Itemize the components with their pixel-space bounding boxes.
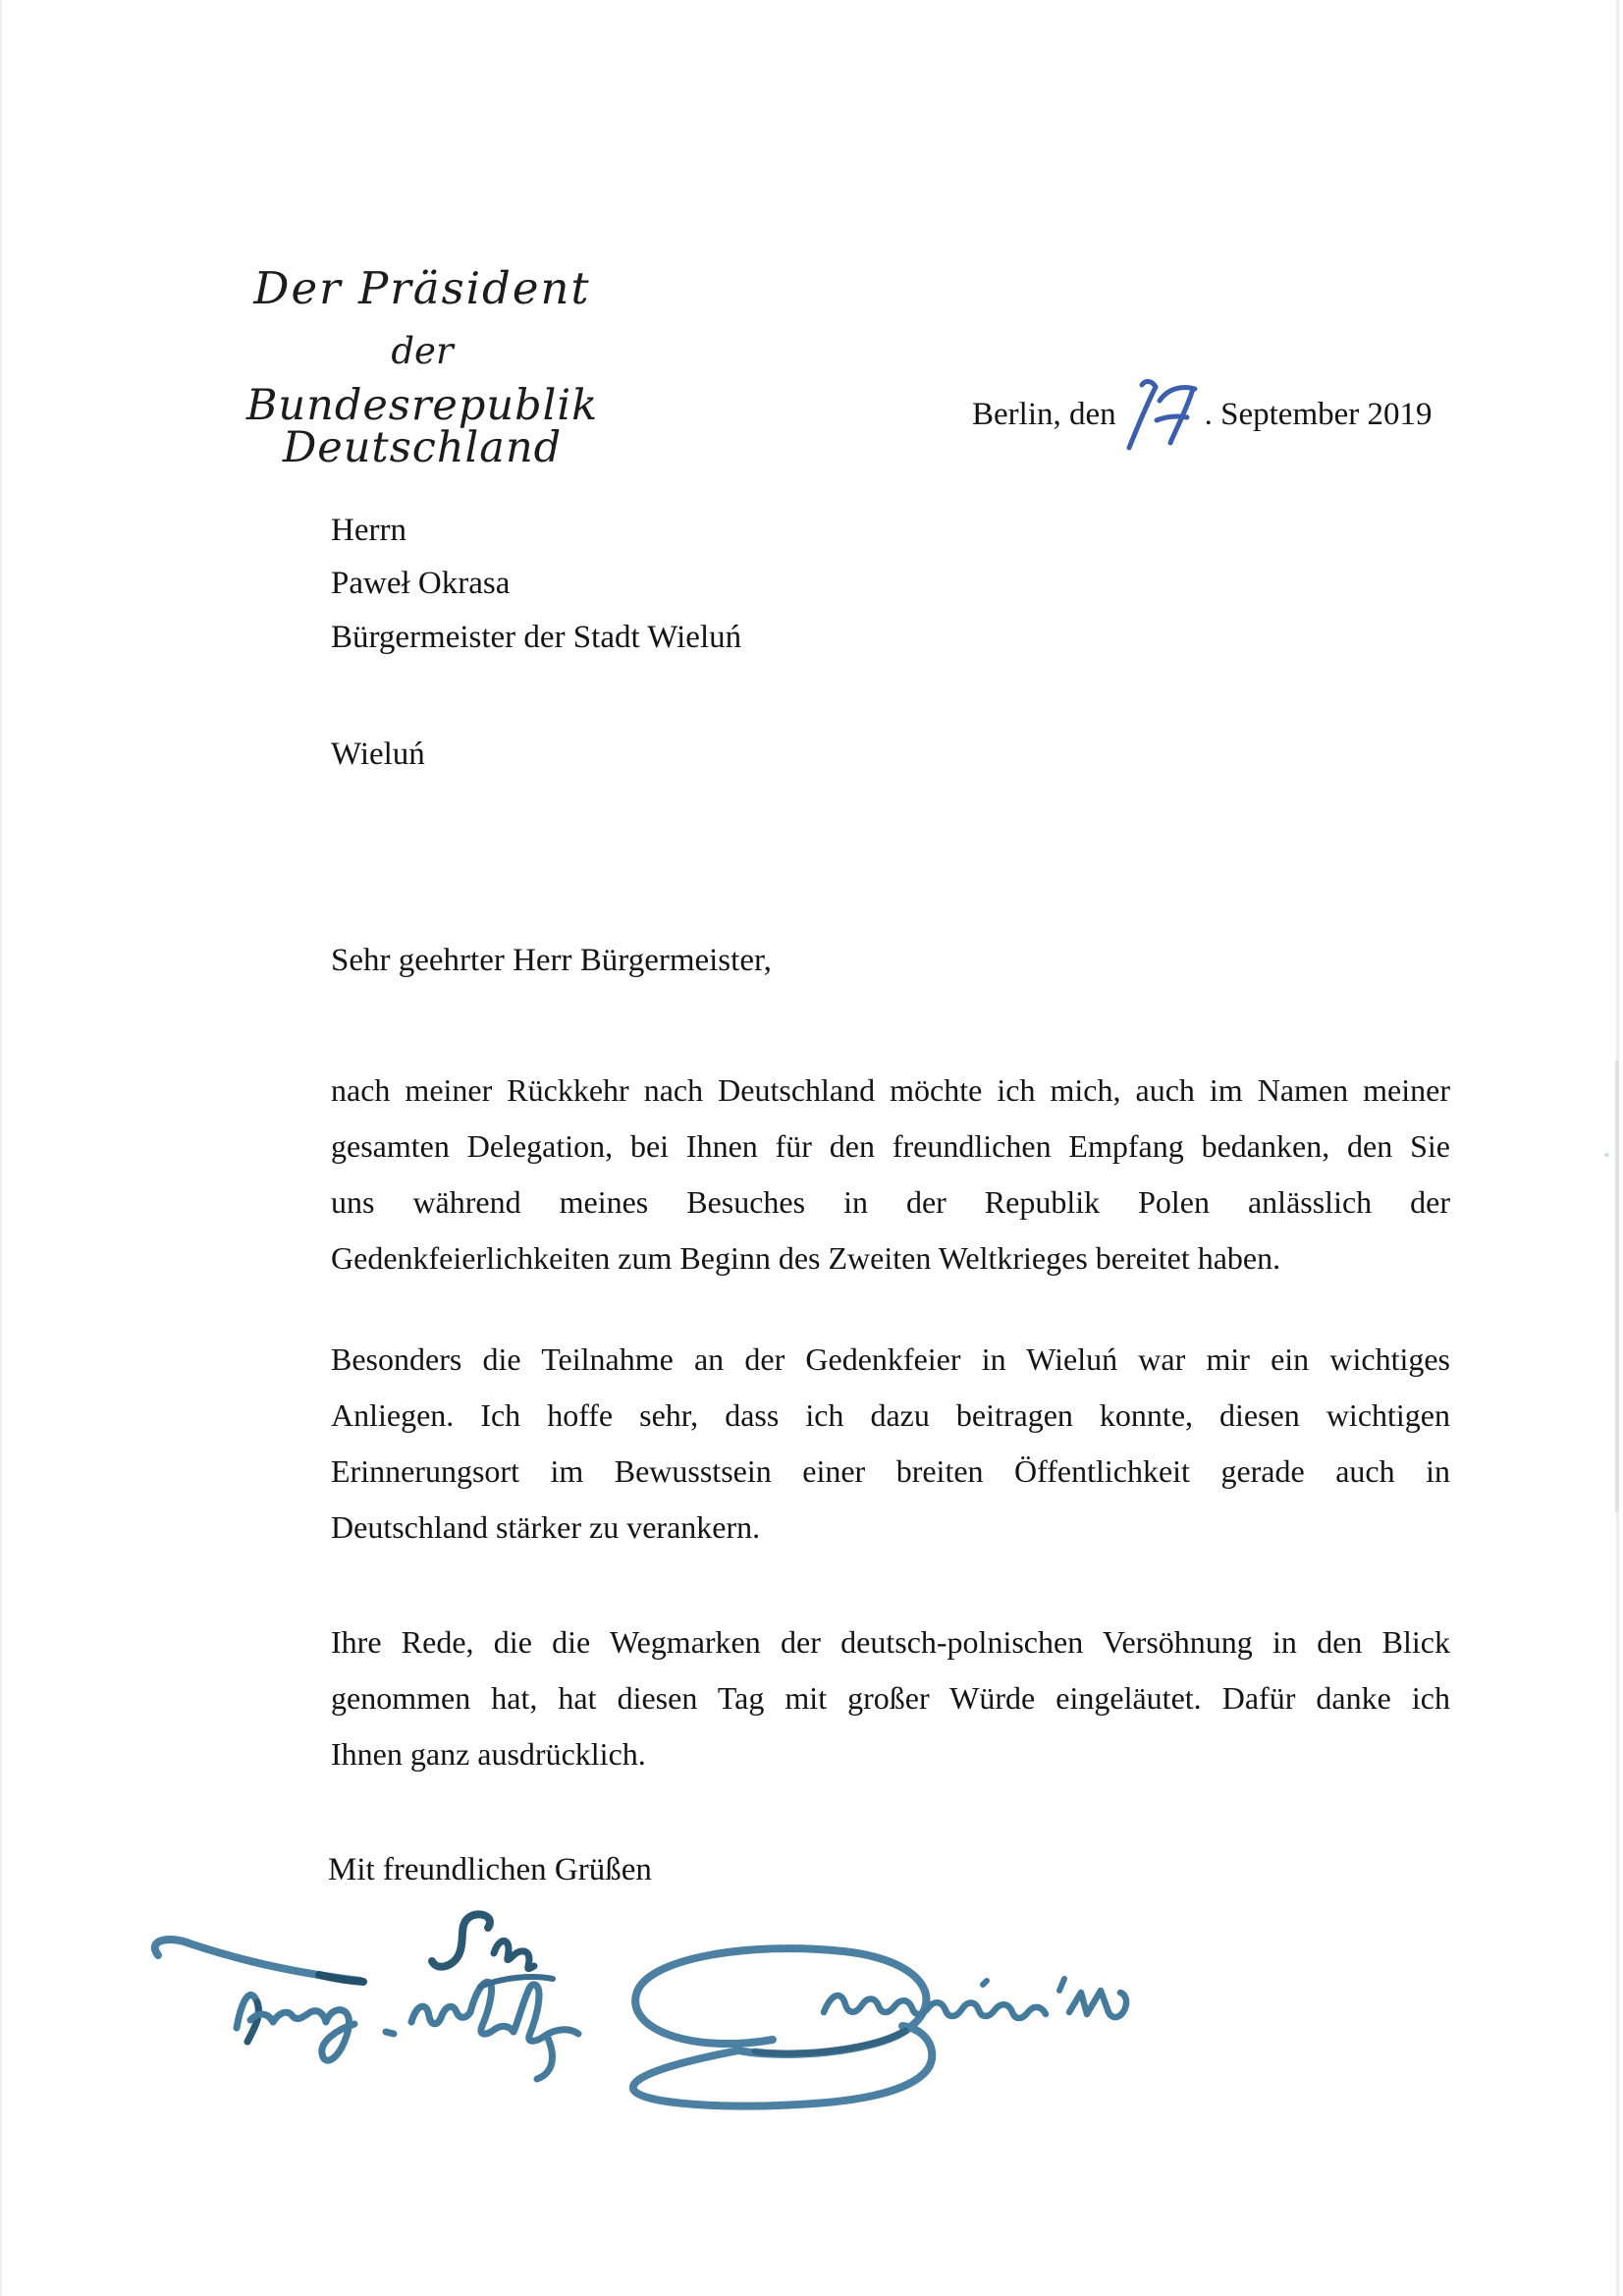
letterhead bbox=[126, 262, 719, 473]
paragraph-3 bbox=[331, 1614, 1450, 1782]
recipient-role: Bürgermeister der Stadt Wieluń bbox=[331, 620, 742, 655]
paragraph-2-line-3: Erinnerungsort im Bewusstsein einer breiten Öffentlichkeit gerade auch in bbox=[331, 1453, 1450, 1489]
paragraph-3-line-1: Ihre Rede, die die Wegmarken der deutsch-polnischen Versöhnung in den Blick bbox=[331, 1624, 1450, 1660]
recipient-city: Wieluń bbox=[331, 737, 425, 772]
paragraph-3-line-3: Ihnen ganz ausdrücklich. bbox=[331, 1736, 646, 1772]
closing-formula: Mit freundlichen Grüßen bbox=[328, 1852, 652, 1887]
scan-edge-right-dark-segment bbox=[1615, 1061, 1619, 1512]
dateline bbox=[972, 397, 1433, 433]
recipient-title: Herrn bbox=[331, 513, 406, 548]
scan-edge-left bbox=[0, 0, 2, 2296]
paragraph-1-line-2: gesamten Delegation, bei Ihnen für den freundlichen Empfang bedanken, den Sie bbox=[331, 1128, 1450, 1164]
letterhead-line-3: Bundesrepublik Deutschland bbox=[245, 381, 599, 473]
letterhead-line-2: der bbox=[391, 330, 454, 373]
letterhead-line-1: Der Präsident bbox=[253, 262, 591, 314]
paragraph-2 bbox=[331, 1332, 1450, 1556]
paragraph-3-line-2: genommen hat, hat diesen Tag mit großer Würde eingeläutet. Dafür danke ich bbox=[331, 1680, 1450, 1716]
dateline-prefix: Berlin, den bbox=[972, 397, 1116, 432]
salutation: Sehr geehrter Herr Bürgermeister, bbox=[331, 943, 772, 978]
scan-speck bbox=[1604, 1153, 1609, 1157]
paragraph-1-line-4: Gedenkfeierlichkeiten zum Beginn des Zweiten Weltkrieges bereitet haben. bbox=[331, 1240, 1281, 1276]
paragraph-2-line-4: Deutschland stärker zu verankern. bbox=[331, 1509, 761, 1545]
dateline-suffix: . September 2019 bbox=[1204, 397, 1433, 432]
paragraph-2-line-2: Anliegen. Ich hoffe sehr, dass ich dazu beitragen konnte, diesen wichtigen bbox=[331, 1397, 1450, 1433]
signature-frank-walter-steinmeier bbox=[93, 1890, 1380, 2146]
handwritten-day-17-ink bbox=[1113, 375, 1208, 454]
recipient-name: Paweł Okrasa bbox=[331, 566, 511, 601]
paragraph-1-line-3: uns während meines Besuches in der Republik Polen anlässlich der bbox=[331, 1184, 1450, 1220]
paragraph-1 bbox=[331, 1063, 1450, 1286]
paragraph-1-line-1: nach meiner Rückkehr nach Deutschland möchte ich mich, auch im Namen meiner bbox=[331, 1072, 1450, 1108]
paragraph-2-line-1: Besonders die Teilnahme an der Gedenkfeier in Wieluń war mir ein wichtiges bbox=[331, 1341, 1450, 1377]
